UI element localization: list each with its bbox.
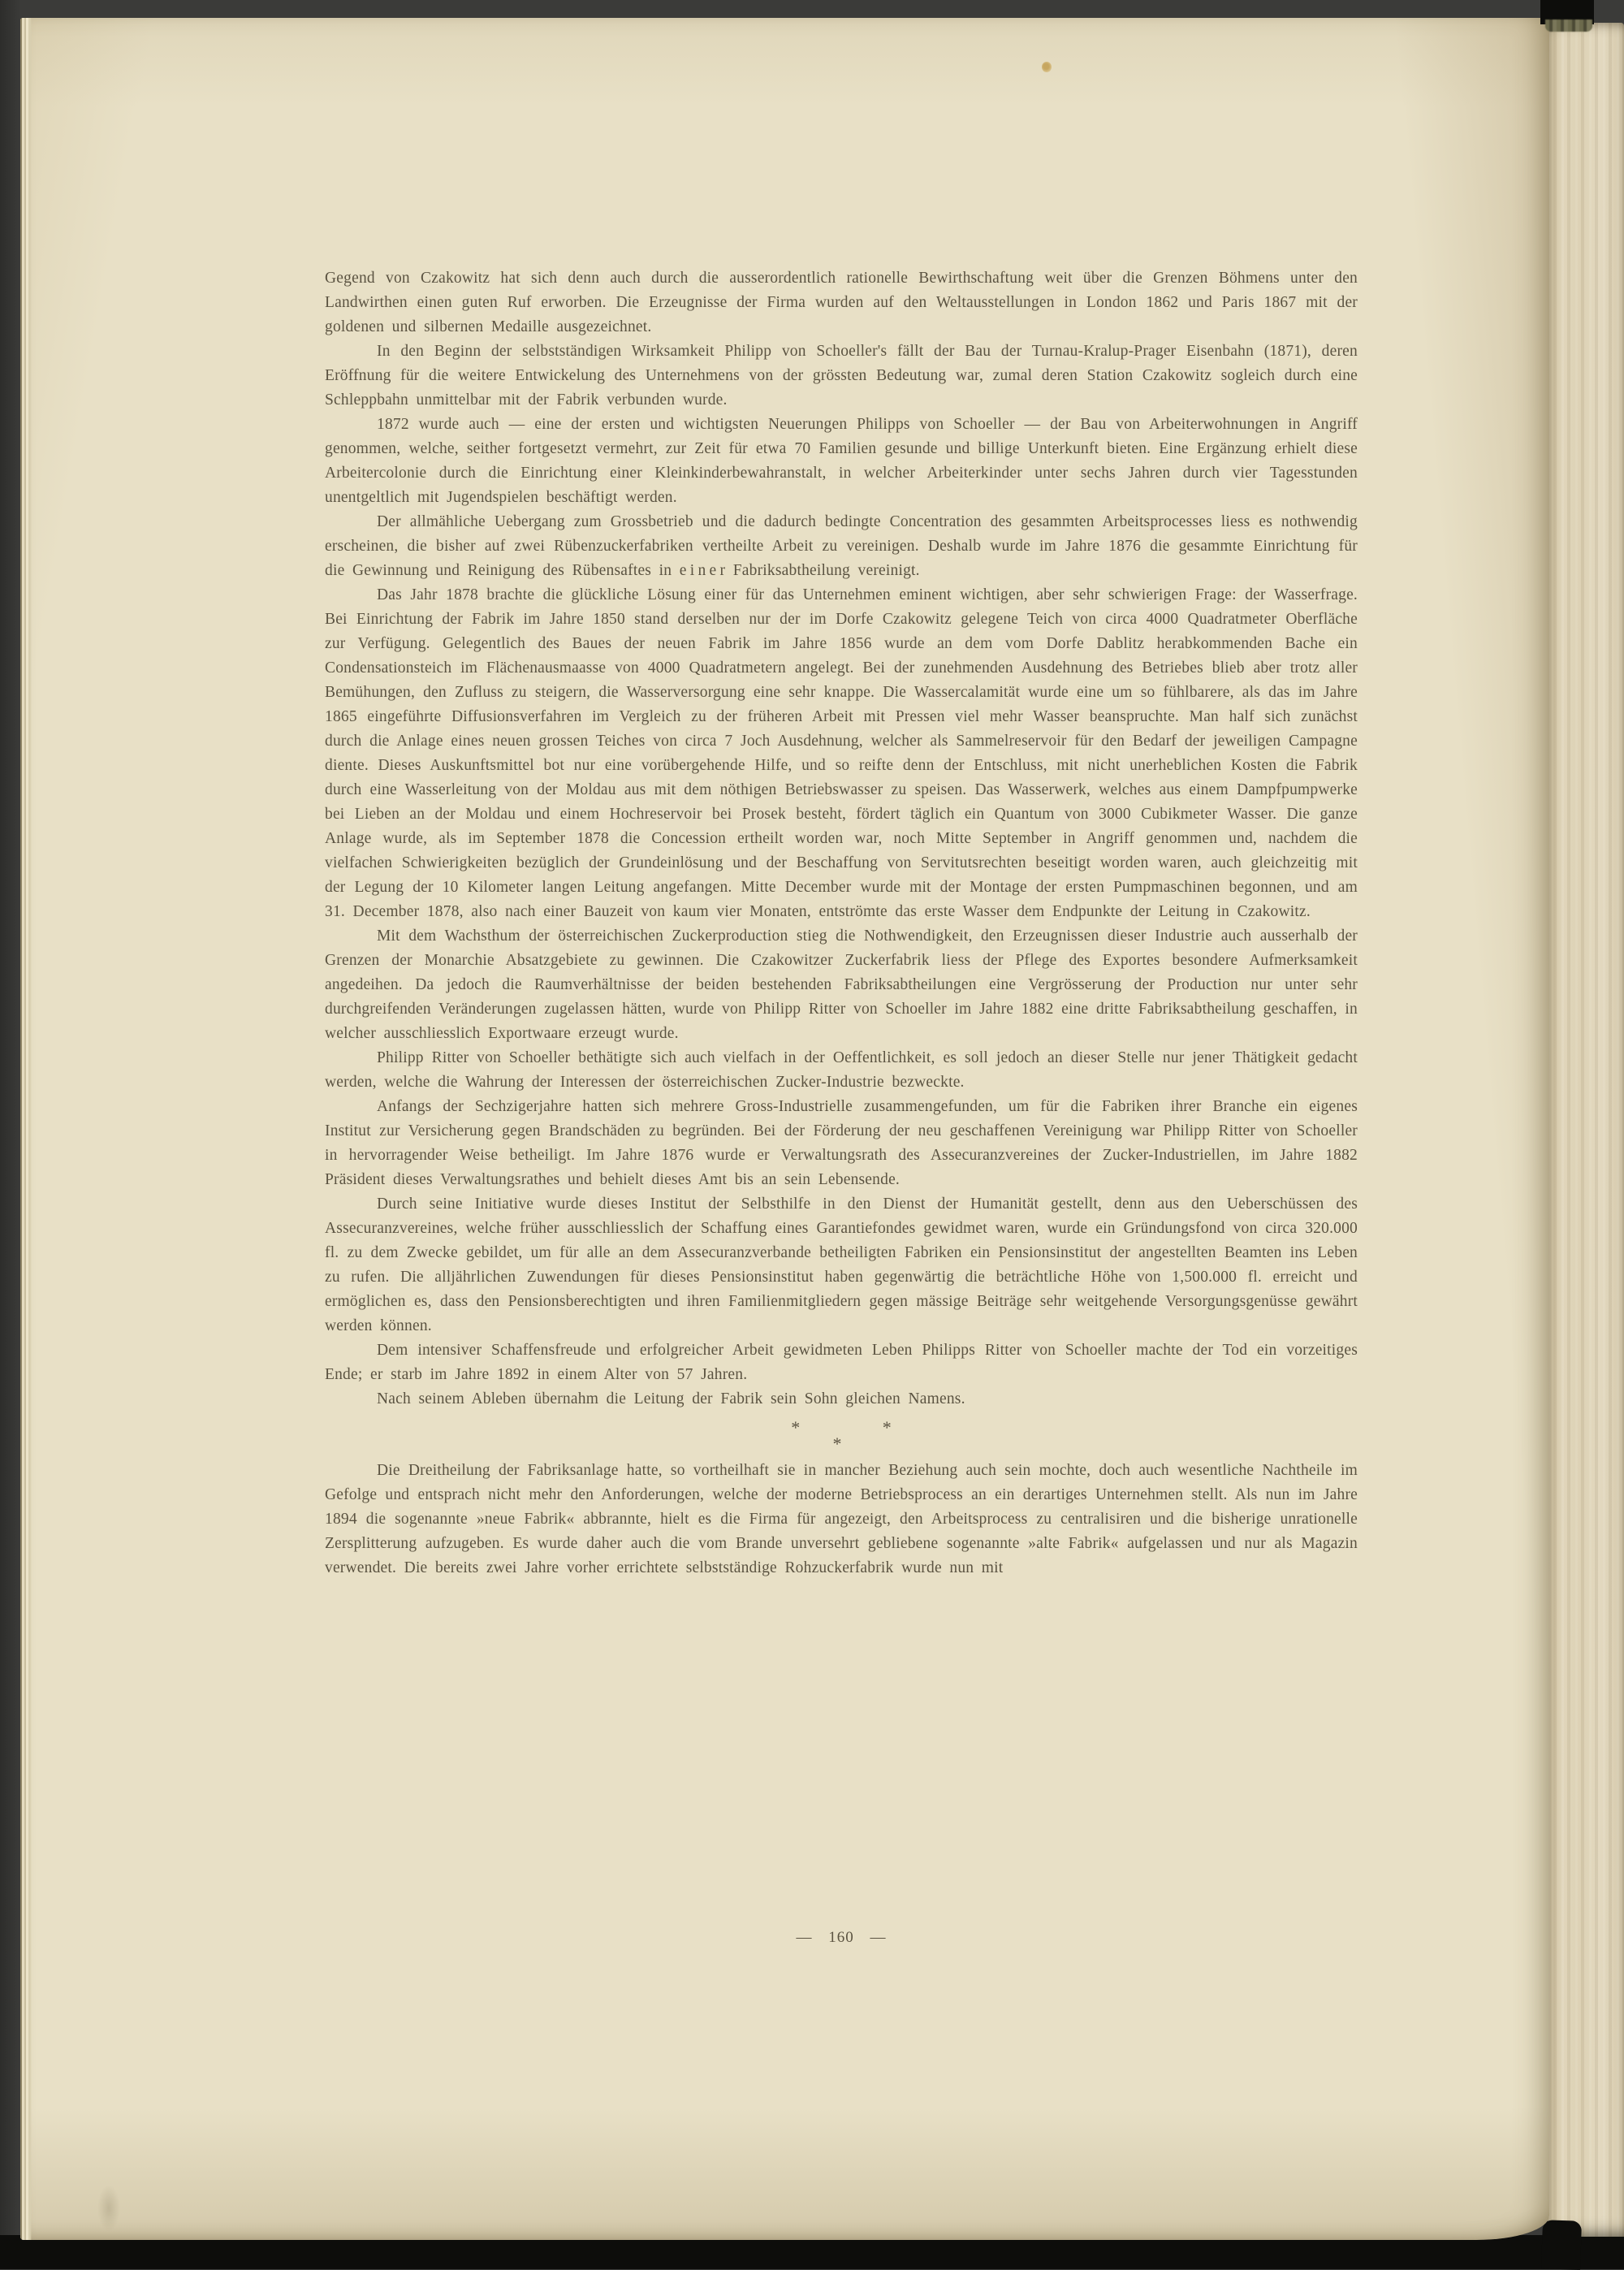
paragraph: Philipp Ritter von Schoeller bethätigte sich auch vielfach in der Oeffentlichkeit, es soll jedoch an dieser Stelle nur jener Thätigkeit gedacht werden, welche die Wahrung der Interessen der österreichischen Zucker-Industrie bezweckte. [325,1049,1358,1091]
paragraph: Gegend von Czakowitz hat sich denn auch durch die ausserordentlich rationelle Bewirthschaftung weit über die Grenzen Böhmens unter den Landwirthen einen guten Ruf erworben. Die Erzeugnisse der Firma wurden auf den Weltausstellungen in London 1862 und Paris 1867 mit der goldenen und silbernen Medaille ausgezeichnet. [325,270,1358,335]
page-left-edge-stack [20,18,32,2240]
paper-smudge [97,2185,120,2232]
paragraph: Durch seine Initiative wurde dieses Institut der Selbsthilfe in den Dienst der Humanität gestellt, denn aus den Ueberschüssen des Assecuranzvereines, welche früher ausschliesslich der Schaffung eines Garantiefondes gewidmet waren, wurde ein Gründungsfond von circa 320.000 fl. zu dem Zwecke gebildet, um für alle an dem Assecuranzverbande betheiligten Fabriken ein Pensionsinstitut der angestellten Beamten ins Leben zu rufen. Die alljährlichen Zuwendungen für dieses Pensionsinstitut haben gegenwärtig die beträchtliche Höhe von 1,500.000 fl. erreicht und ermöglichen es, dass den Pensionsberechtigten und ihren Familienmitgliedern gegen mässige Beiträge sehr weitgehende Versorgungsgenüsse gewährt werden können. [325,1196,1358,1334]
paragraph: Nach seinem Ableben übernahm die Leitung der Fabrik sein Sohn gleichen Namens. [377,1390,965,1407]
asterism-separator: * * * [791,1417,892,1454]
paper-stain-spot [1042,62,1052,72]
paragraph: Dem intensiver Schaffensfreude und erfolgreicher Arbeit gewidmeten Leben Philipps Ritter von Schoeller machte der Tod ein vorzeitiges Ende; er starb im Jahre 1892 in einem Alter von 57 Jahren. [325,1342,1358,1383]
background-bottom-shadow [0,2235,1624,2269]
paragraph: Das Jahr 1878 brachte die glückliche Lösung einer für das Unternehmen eminent wichtigen, aber sehr schwierigen Frage: der Wasserfrage. Bei Einrichtung der Fabrik im Jahre 1850 stand derselben nur der im Dorfe Czakowitz gelegene Teich von circa 4000 Quadratmeter Oberfläche zur Verfügung. Gelegentlich des Baues der neuen Fabrik im Jahre 1856 wurde an dem vom Dorfe Dablitz herabkommenden Bache ein Condensationsteich im Flächenausmaasse von 4000 Quadratmetern angelegt. Bei der zunehmenden Ausdehnung des Betriebes blieb aber trotz aller Bemühungen, den Zufluss zu steigern, die Wasserversorgung eine sehr knappe. Die Wassercalamität wurde eine um so fühlbarere, als das im Jahre 1865 eingeführte Diffusionsverfahren im Vergleich zu der früheren Arbeit mit Pressen viel mehr Wasser beanspruchte. Man half sich zunächst durch die Anlage eines neuen grossen Teiches von circa 7 Joch Ausdehnung, welcher als Sammelreservoir für den Bedarf der jeweiligen Campagne diente. Dieses Auskunftsmittel bot nur eine vorübergehende Hilfe, und so reifte denn der Entschluss, mit nicht unerheblichen Kosten die Fabrik durch eine Wasserleitung von der Moldau aus mit dem nöthigen Betriebswasser zu speisen. Das Wasserwerk, welches aus einem Dampfpumpwerke bei Lieben an der Moldau und einem Hochreservoir bei Prosek besteht, fördert täglich ein Quantum von 3000 Cubikmeter Wasser. Die ganze Anlage wurde, als im September 1878 die Concession ertheilt worden war, noch Mitte September in Angriff genommen und, nachdem die vielfachen Schwierigkeiten bezüglich der Grundeinlösung und der Beschaffung von Servitutsrechten beseitigt worden waren, auch gleichzeitig mit der Legung der 10 Kilometer langen Leitung angefangen. Mitte December wurde mit der Montage der ersten Pumpmaschinen begonnen, und am 31. December 1878, also nach einer Bauzeit von kaum vier Monaten, entströmte das erste Wasser dem Endpunkte der Leitung in Czakowitz. [325,586,1358,920]
paragraph: In den Beginn der selbstständigen Wirksamkeit Philipp von Schoeller's fällt der Bau der Turnau-Kralup-Prager Eisenbahn (1871), deren Eröffnung für die weitere Entwickelung des Unternehmens von der grössten Bedeutung war, zumal deren Station Czakowitz sogleich durch eine Schleppbahn unmittelbar mit der Fabrik verbunden wurde. [325,343,1358,409]
binding-headband [1545,19,1592,32]
book-page [20,18,1549,2240]
text-block [325,266,1358,1580]
paragraph: Anfangs der Sechzigerjahre hatten sich mehrere Gross-Industrielle zusammengefunden, um für die Fabriken ihrer Branche ein eigenes Institut zur Versicherung gegen Brandschäden zu begründen. Bei der Förderung der neu geschaffenen Vereinigung war Philipp Ritter von Schoeller in hervorragender Weise betheiligt. Im Jahre 1876 wurde er Verwaltungsrath des Assecuranzvereines der Zucker-Industriellen, im Jahre 1882 Präsident dieses Verwaltungsrathes und behielt dieses Amt bis an sein Lebensende. [325,1098,1358,1188]
paragraph: Mit dem Wachsthum der österreichischen Zuckerproduction stieg die Nothwendigkeit, den Erzeugnissen dieser Industrie auch ausserhalb der Grenzen der Monarchie Absatzgebiete zu gewinnen. Die Czakowitzer Zuckerfabrik liess der Pflege des Exportes besondere Aufmerksamkeit angedeihen. Da jedoch die Raumverhältnisse der beiden bestehenden Fabriksabtheilungen eine Vergrösserung der Production nur unter sehr durchgreifenden Veränderungen zugelassen hätten, wurde von Philipp Ritter von Schoeller im Jahre 1882 eine dritte Fabriksabtheilung geschaffen, in welcher ausschliesslich Exportwaare erzeugt wurde. [325,927,1358,1042]
paragraph: Die Dreitheilung der Fabriksanlage hatte, so vortheilhaft sie in mancher Beziehung auch sein mochte, doch auch wesentliche Nachtheile im Gefolge und entsprach nicht mehr den Anforderungen, welche der moderne Betriebsprocess an ein derartiges Unternehmen stellt. Als nun im Jahre 1894 die sogenannte »neue Fabrik« abbrannte, hielt es die Firma für angezeigt, den Arbeitsprocess zu centralisiren und die bisherige unrationelle Zersplitterung aufzugeben. Es wurde daher auch die vom Brande unversehrt gebliebene sogenannte »alte Fabrik« aufgelassen und nur als Magazin verwendet. Die bereits zwei Jahre vorher errichtete selbstständige Rohzuckerfabrik wurde nun mit [325,1462,1358,1576]
page-number: — 160 — [796,1929,887,1946]
paragraph: Der allmähliche Uebergang zum Grossbetrieb und die dadurch bedingte Concentration des gesammten Arbeitsprocesses liess es nothwendig erscheinen, die bisher auf zwei Rübenzuckerfabriken vertheilte Arbeit zu vereinigen. Deshalb wurde im Jahre 1876 die gesammte Einrichtung für die Gewinnung und Reinigung des Rübensaftes in e i n e r Fabriksabtheilung vereinigt. [325,513,1358,579]
binding-gap-bottom [1541,2220,1582,2270]
paragraph: 1872 wurde auch — eine der ersten und wichtigsten Neuerungen Philipps von Schoeller — der Bau von Arbeiterwohnungen in Angriff genommen, welche, seither fortgesetzt vermehrt, zur Zeit für etwa 70 Familien gesunde und billige Unterkunft bieten. Eine Ergänzung erhielt diese Arbeitercolonie durch die Einrichtung einer Kleinkinderbewahranstalt, in welcher Arbeiterkinder unter sechs Jahren durch vier Tagesstunden unentgeltlich mit Jugendspielen beschäftigt werden. [325,416,1358,506]
next-page-fore-edge [1548,23,1624,2237]
